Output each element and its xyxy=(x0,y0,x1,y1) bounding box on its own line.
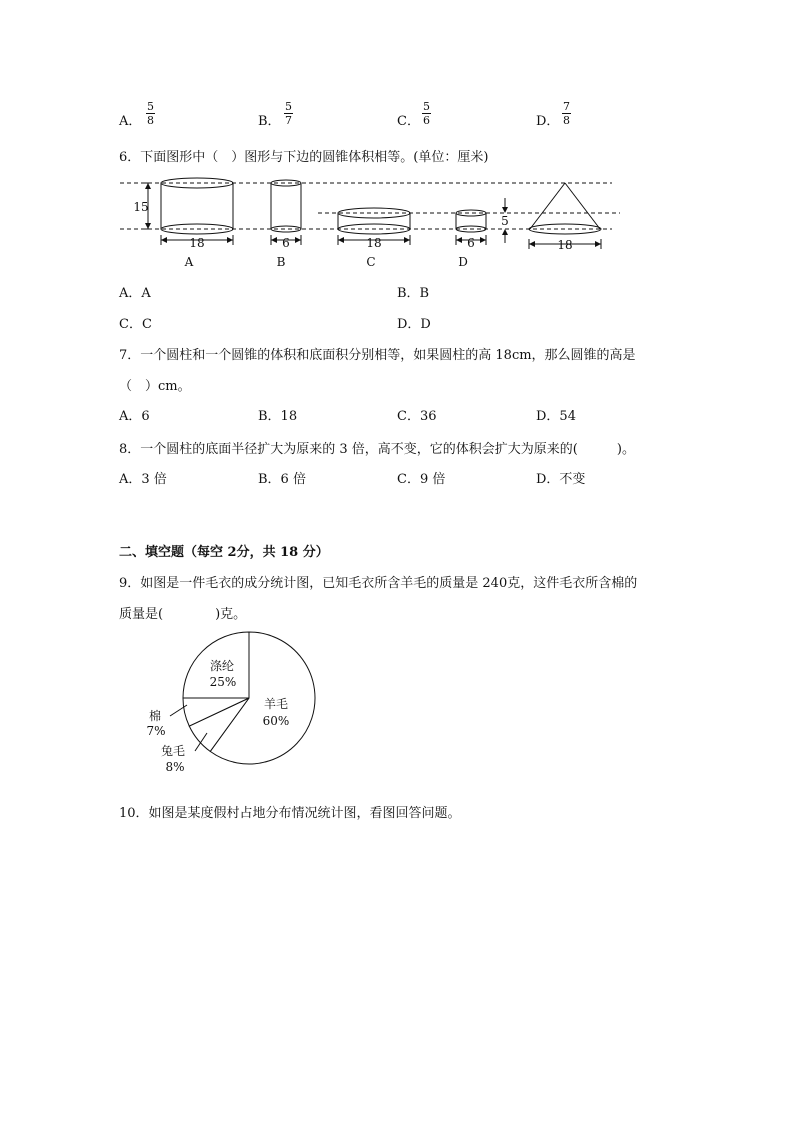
dim-6-b-label: 6 xyxy=(282,236,290,250)
q6-option-c: C．C xyxy=(119,317,152,332)
q7-option-c: C．36 xyxy=(397,409,437,424)
slice-label-wool-name: 羊毛 xyxy=(263,697,289,711)
q10-stem: 10．如图是某度假村占地分布情况统计图，看图回答问题。 xyxy=(119,806,461,821)
q5-option-c-fraction: $\frac{5}{6}$ xyxy=(423,100,430,127)
q7-stem-continued: （ ）cm。 xyxy=(119,379,191,394)
q6-option-d: D．D xyxy=(397,317,431,332)
q9-stem: 9．如图是一件毛衣的成分统计图，已知毛衣所含羊毛的质量是 240克，这件毛衣所含棉的 xyxy=(119,576,638,591)
slice-label-polyester-value: 25% xyxy=(209,675,237,689)
q5-option-d-fraction: $\frac{7}{8}$ xyxy=(563,100,570,127)
figure-label-a: A xyxy=(184,255,194,269)
section-2-title: 二、填空题（每空 2分，共 18 分） xyxy=(119,545,329,560)
q7-option-b: B．18 xyxy=(258,409,298,424)
cylinder-a-shape xyxy=(144,178,233,245)
dim-6-d-label: 6 xyxy=(467,236,475,250)
dim-18-c-label: 18 xyxy=(366,236,382,250)
q8-option-d: D．不变 xyxy=(536,472,586,487)
slice-label-polyester-name: 涤纶 xyxy=(209,659,235,673)
q5-option-d-label: D． xyxy=(536,114,560,129)
slice-label-wool-value: 60% xyxy=(262,714,290,728)
q5-option-a-fraction: $\frac{5}{8}$ xyxy=(147,100,154,127)
q7-option-a: A．6 xyxy=(119,409,150,424)
dim-5-label: 5 xyxy=(501,214,509,228)
figure-label-c: C xyxy=(366,255,376,269)
q6-stem: 6．下面图形中（ ）图形与下边的圆锥体积相等。(单位：厘米) xyxy=(119,150,489,165)
q6-option-b: B．B xyxy=(397,286,430,301)
q6-solids-figure xyxy=(0,172,794,272)
dim-18-a-label: 18 xyxy=(189,236,205,250)
q5-option-b-label: B． xyxy=(258,114,281,129)
q5-option-c-label: C． xyxy=(397,114,420,129)
dim-18-cone-label: 18 xyxy=(557,238,573,252)
q8-option-b: B．6 倍 xyxy=(258,472,306,487)
q7-stem: 7．一个圆柱和一个圆锥的体积和底面积分别相等，如果圆柱的高 18cm，那么圆锥的高是 xyxy=(119,348,636,363)
q8-stem: 8．一个圆柱的底面半径扩大为原来的 3 倍，高不变，它的体积会扩大为原来的( )。 xyxy=(119,442,635,457)
q9-stem-continued: 质量是( )克。 xyxy=(119,607,247,622)
slice-label-cotton-value: 7% xyxy=(146,724,166,738)
pie-chart xyxy=(130,628,350,788)
q7-option-d: D．54 xyxy=(536,409,576,424)
q6-option-a: A．A xyxy=(119,286,151,301)
slice-label-rabbit-name: 兔毛 xyxy=(160,744,186,758)
q5-option-b-fraction: $\frac{5}{7}$ xyxy=(285,100,292,127)
figure-label-d: D xyxy=(458,255,468,269)
dim-15-label: 15 xyxy=(133,200,149,214)
slice-label-cotton-name: 棉 xyxy=(148,709,162,723)
q5-option-a-label: A． xyxy=(119,114,142,129)
q8-option-c: C．9 倍 xyxy=(397,472,446,487)
figure-label-b: B xyxy=(276,255,286,269)
q8-option-a: A．3 倍 xyxy=(119,472,167,487)
slice-label-rabbit-value: 8% xyxy=(165,760,185,774)
